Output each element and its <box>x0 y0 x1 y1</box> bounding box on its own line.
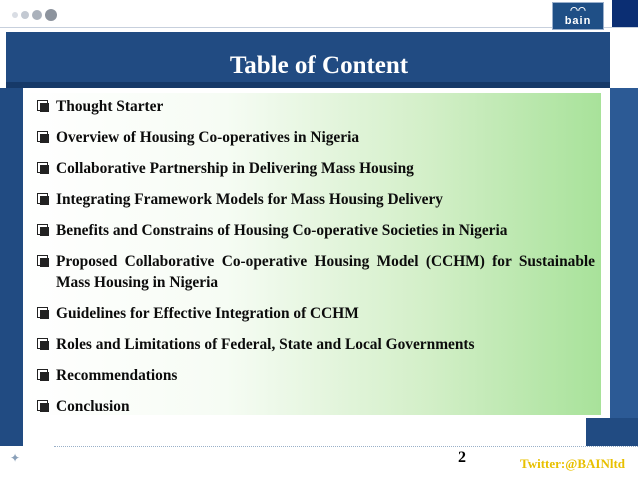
dot-icon <box>32 10 42 20</box>
list-item <box>37 189 595 210</box>
slide-title: Table of Content <box>229 52 409 79</box>
dot-icon <box>12 12 18 18</box>
list-item-label: Overview of Housing Co-operatives in Nigeria <box>56 129 360 146</box>
dot-icon <box>45 9 57 21</box>
checkbox-bullet-icon <box>37 193 48 204</box>
list-item-label: Collaborative Partnership in Delivering Mass Housing <box>56 160 414 177</box>
list-item <box>37 96 595 117</box>
list-item-label: Thought Starter <box>56 98 164 115</box>
list-item <box>37 127 595 148</box>
checkbox-bullet-icon <box>37 338 48 349</box>
logo-mark-icon: ◠◠ <box>570 5 586 15</box>
dot-icon <box>21 11 29 19</box>
table-of-contents-list <box>37 96 595 427</box>
twitter-handle: Twitter:@BAINltd <box>520 456 626 471</box>
list-item-label: Roles and Limitations of Federal, State and Local Governments <box>56 336 475 353</box>
list-item-label: Recommendations <box>56 367 178 384</box>
list-item <box>37 365 595 386</box>
logo-text: bain <box>564 15 592 27</box>
list-item <box>37 220 595 241</box>
right-side-bar <box>610 88 638 418</box>
page-number: 2 <box>458 449 466 466</box>
checkbox-bullet-icon <box>37 369 48 380</box>
bain-logo <box>552 2 604 30</box>
bottom-right-block <box>586 418 638 446</box>
checkbox-bullet-icon <box>37 400 48 411</box>
list-item <box>37 396 595 417</box>
checkbox-bullet-icon <box>37 162 48 173</box>
footer-divider <box>54 446 638 447</box>
four-point-star-icon: ✦ <box>10 451 21 465</box>
list-item-label: Guidelines for Effective Integration of CCHM <box>56 305 359 322</box>
list-item-label: Benefits and Constrains of Housing Co-operative Societies in Nigeria <box>56 222 508 239</box>
checkbox-bullet-icon <box>37 131 48 142</box>
decorative-dots <box>12 9 57 21</box>
left-side-bar <box>0 88 23 418</box>
list-item-label: Integrating Framework Models for Mass Housing Delivery <box>56 191 443 208</box>
checkbox-bullet-icon <box>37 307 48 318</box>
bottom-left-block <box>0 418 23 446</box>
list-item <box>37 334 595 355</box>
checkbox-bullet-icon <box>37 255 48 266</box>
list-item-label: Proposed Collaborative Co-operative Housing Model (CCHM) for Sustainable Mass Housing in Nigeria <box>56 253 595 291</box>
checkbox-bullet-icon <box>37 100 48 111</box>
checkbox-bullet-icon <box>37 224 48 235</box>
list-item-label: Conclusion <box>56 398 130 415</box>
top-divider <box>0 27 638 28</box>
list-item <box>37 303 595 324</box>
list-item <box>37 251 595 293</box>
top-right-corner-block <box>612 0 638 27</box>
list-item <box>37 158 595 179</box>
